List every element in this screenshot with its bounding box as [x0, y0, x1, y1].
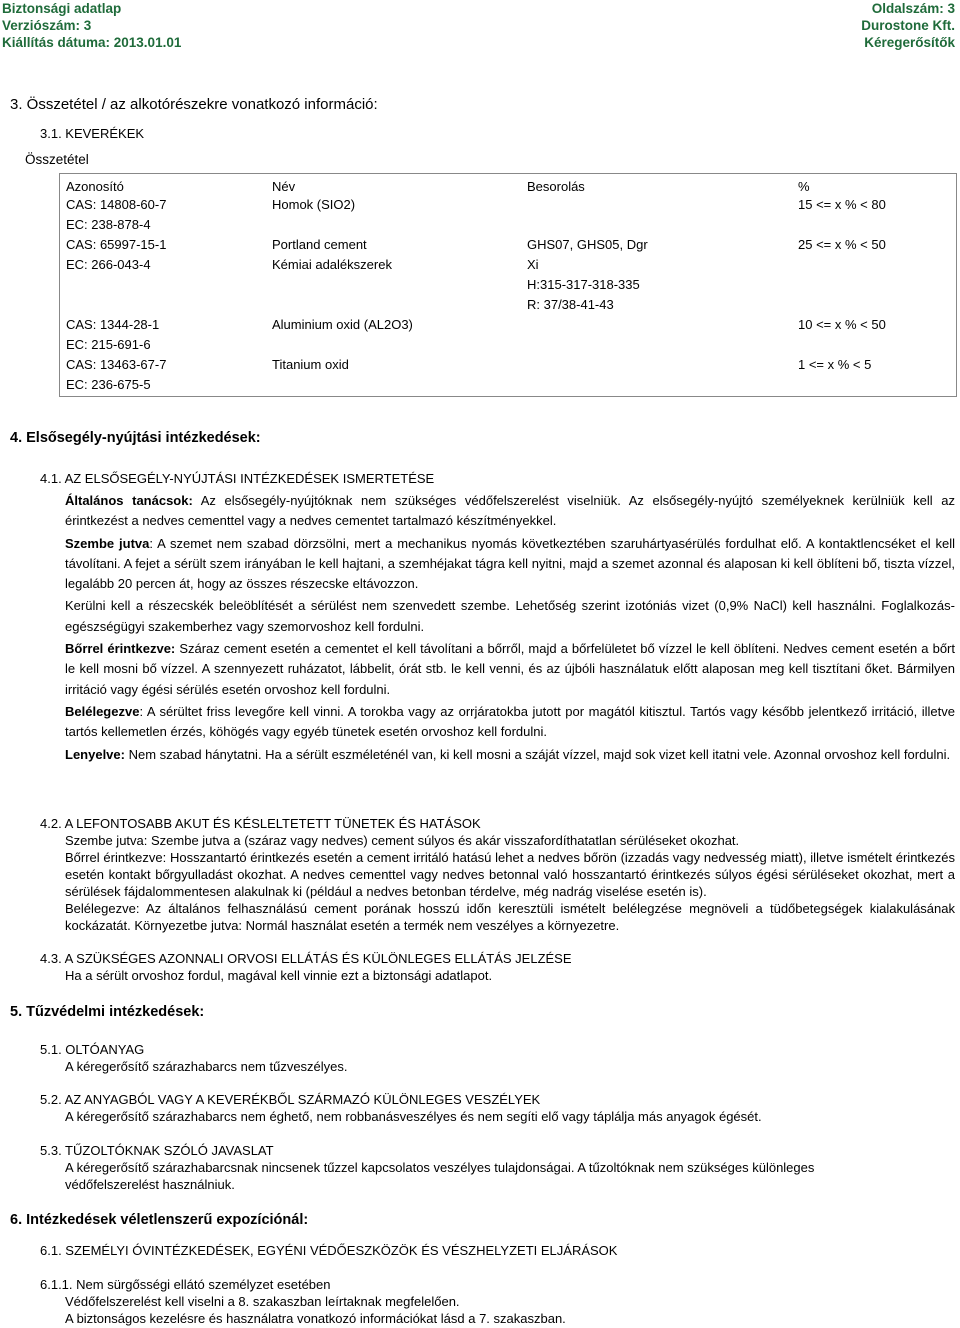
page-header-left: [2, 0, 181, 51]
table-row-4-name: Titanium oxid: [272, 357, 349, 372]
paragraph-text: Száraz cement esetén a cementet el kell távolítani a bőrről, majd a bőrfelületet bő vízzel le kell öblíteni. Nedves cement esetén a bőrt le kell mosni bő vízzel. A szennyezett ruházatot, lábbelit, órát stb. le kell venni, és az újbóli használatuk előtt alaposan meg kell tisztítani őket. Bármilyen irritáció vagy égési sérülés esetén orvoshoz kell fordulni.: [65, 641, 955, 697]
symptoms-eye: Szembe jutva: Szembe jutva a (száraz vagy nedves) cement súlyos és akár visszafordíthatatlan sérüléseket okozhat.: [65, 833, 740, 848]
table-row-4-pct: 1 <= x % < 5: [798, 357, 872, 372]
paragraph-label: Szembe jutva: [65, 535, 150, 551]
cas-number: CAS: 1344-28-1: [66, 317, 160, 332]
section-5-title: 5. Tűzvédelmi intézkedések:: [10, 1004, 205, 1020]
table-row-3-name: Aluminium oxid (AL2O3): [272, 317, 413, 332]
subsection-3-1-label: 3.1. KEVERÉKEK: [40, 126, 145, 141]
extinguishing-media-text: A kéregerősítő szárazhabarcs nem tűzveszélyes.: [65, 1059, 348, 1074]
component-name: Kémiai adalékszerek: [272, 257, 392, 272]
cas-number: CAS: 14808-60-7: [66, 197, 167, 212]
general-advice-paragraph: [65, 491, 955, 532]
company-name: Durostone Kft.: [861, 18, 955, 33]
ec-number: EC: 236-675-5: [66, 377, 151, 392]
safe-handling-text: A biztonságos kezelésre és használatra vonatkozó információkat lásd a 7. szakaszban.: [65, 1311, 566, 1326]
paragraph-text: Nem szabad hánytatni. Ha a sérült eszméleténél van, ki kell mosni a száját vízzel, majd sok vizet kell itatni vele. Azonnal orvoshoz kell fordulni.: [124, 746, 951, 762]
document-type: Biztonsági adatlap: [2, 1, 122, 16]
product-name: Kéregerősítők: [864, 35, 955, 50]
section-6-1-1-title: 6.1.1. Nem sürgősségi ellátó személyzet esetében: [40, 1277, 331, 1292]
section-4-1-title: 4.1. AZ ELSŐSEGÉLY-NYÚJTÁSI INTÉZKEDÉSEK ISMERTETÉSE: [40, 471, 435, 486]
eye-contact-paragraph: [65, 534, 955, 595]
protective-equipment-text: Védőfelszerelést kell viselni a 8. szakaszban leírtaknak megfelelően.: [65, 1294, 460, 1309]
composition-table: [59, 173, 957, 397]
eye-contact-continued-paragraph: Kerülni kell a részecskék beleöblítését a sérülést nem szenvedett szembe. Lehetőség szerint izotóniás vizet (0,9% NaCl) kell használni. Foglalkozás-egészségügyi szakemberhez vagy szemorvoshoz kell fordulni.: [65, 598, 955, 634]
table-row-4-id: [66, 355, 166, 395]
skin-contact-paragraph: [65, 639, 955, 700]
paragraph-label: Általános tanácsok:: [65, 493, 193, 508]
section-5-2-title: 5.2. AZ ANYAGBÓL VAGY A KEVERÉKBŐL SZÁRMAZÓ KÜLÖNLEGES VESZÉLYEK: [40, 1092, 541, 1107]
classification-line: Xi: [527, 257, 539, 272]
cas-number: CAS: 65997-15-1: [66, 237, 167, 252]
symptoms-block: [65, 832, 955, 934]
ec-number: EC: 266-043-4: [66, 257, 151, 272]
page-number: Oldalszám: 3: [871, 1, 955, 16]
section-6-1-title: 6.1. SZEMÉLYI ÓVINTÉZKEDÉSEK, EGYÉNI VÉDŐESZKÖZÖK ÉS VÉSZHELYZETI ELJÁRÁSOK: [40, 1243, 618, 1258]
symptoms-inhalation: Belélegezve: Az általános felhasználású cement porának hosszú időn keresztüli ismételt belélegzése megnöveli a tüdőbetegségek kialakulásának kockázatát. Környezetbe jutva: Normál használat esetén a termék nem veszélyes a környezetre.: [65, 901, 955, 933]
table-row-3-id: [66, 315, 159, 355]
ingestion-paragraph: [65, 745, 955, 765]
paragraph-label: Belélegezve: [65, 703, 140, 719]
version-number: Verziószám: 3: [2, 18, 92, 33]
classification-line: GHS07, GHS05, Dgr: [527, 237, 648, 252]
table-row-1-pct: 15 <= x % < 80: [798, 197, 886, 212]
firefighter-advice-text: A kéregerősítő szárazhabarcsnak nincsenek tűzzel kapcsolatos veszélyes tulajdonságai. A tűzoltóknak nem szükséges különleges védőfelszerelést használniuk.: [65, 1160, 815, 1192]
component-name: Portland cement: [272, 237, 367, 252]
section-5-3-title: 5.3. TŰZOLTÓKNAK SZÓLÓ JAVASLAT: [40, 1143, 274, 1158]
table-row-1-id: [66, 195, 166, 235]
special-hazards-text: A kéregerősítő szárazhabarcs nem éghető, nem robbanásveszélyes és nem segíti elő vagy táplálja más anyagok égését.: [65, 1109, 762, 1124]
symptoms-skin: Bőrrel érintkezve: Hosszantartó érintkezés esetén a cement irritáló hatású lehet a nedves bőrön (izzadás vagy nedvesség miatt), illetve ismételt érintkezés esetén kontakt bőrgyulladást okozhat. A nedves cementtel vagy nedves betonnal való hosszantartó érintkezés súlyos égési sérüléseket okozhat, mert a sérülések fájdalommentesen alakulnak ki (például a nedves betonban térdelve, még nadrág viselése esetén is).: [65, 850, 955, 899]
classification-line: H:315-317-318-335: [527, 277, 640, 292]
table-row-1-name: Homok (SIO2): [272, 197, 356, 212]
inhalation-paragraph: [65, 702, 955, 743]
section-4-3-title: 4.3. A SZÜKSÉGES AZONNALI ORVOSI ELLÁTÁS ÉS KÜLÖNLEGES ELLÁTÁS JELZÉSE: [40, 951, 572, 966]
section-6-title: 6. Intézkedések véletlenszerű expozíciónál:: [10, 1212, 309, 1228]
section-3-1-title: [40, 126, 144, 141]
paragraph-label: Bőrrel érintkezve:: [65, 641, 176, 657]
section-4-2-title: 4.2. A LEFONTOSABB AKUT ÉS KÉSLELTETETT TÜNETEK ÉS HATÁSOK: [40, 816, 481, 831]
paragraph-text: : A sérültet friss levegőre kell vinni. A torokba vagy az orrjáratokba jutott por magától kitisztul. Tartós vagy később jelentkező irritáció, illetve tartós kellemetlen érzés, köhögés vagy egyéb tünetek esetén orvoshoz kell fordulni.: [65, 703, 955, 740]
section-5-1-title: 5.1. OLTÓANYAG: [40, 1042, 145, 1057]
table-header-pct: %: [798, 179, 810, 194]
first-aid-description: [65, 491, 955, 765]
table-header-class: Besorolás: [527, 179, 585, 194]
section-4-title: 4. Elsősegély-nyújtási intézkedések:: [10, 430, 261, 446]
paragraph-text: Az elsősegély-nyújtóknak nem szükséges védőfelszerelést viselniük. Az elsősegély-nyújtó személyeknek kerülniük kell az érintkezést a nedves cementtel vagy a nedves cementet tartalmazó készítményekkel.: [65, 493, 955, 529]
table-row-2-class: [527, 235, 648, 315]
classification-line: R: 37/38-41-43: [527, 297, 614, 312]
medical-attention-text: Ha a sérült orvoshoz fordul, magával kell vinnie ezt a biztonsági adatlapot.: [65, 968, 493, 983]
composition-label: Összetétel: [25, 152, 89, 167]
ec-number: EC: 215-691-6: [66, 337, 151, 352]
paragraph-label: Lenyelve:: [65, 746, 125, 762]
page-header-right: [861, 0, 955, 51]
table-header-name: Név: [272, 179, 296, 194]
cas-number: CAS: 13463-67-7: [66, 357, 167, 372]
table-row-2-pct: 25 <= x % < 50: [798, 237, 886, 252]
table-row-2-id: [66, 235, 166, 275]
table-header-id: Azonosító: [66, 179, 124, 194]
paragraph-text: : A szemet nem szabad dörzsölni, mert a mechanikus nyomás következtében szaruhártyasérülés fordulhat elő. A kontaktlencséket el kell távolítani. A fejet a sérült szem irányában le kell hajtani, a szemhéjakat tágra kell nyitni, majd a szemet azonnal és alaposan ki kell öblíteni bő, tiszta vízzel, legalább 20 percen át, hogy az összes részecske eltávozzon.: [65, 535, 955, 592]
table-row-3-pct: 10 <= x % < 50: [798, 317, 886, 332]
table-row-2-name: [272, 235, 392, 275]
issue-date: Kiállítás dátuma: 2013.01.01: [2, 35, 182, 50]
section-3-title: 3. Összetétel / az alkotórészekre vonatkozó információ:: [10, 96, 378, 113]
ec-number: EC: 238-878-4: [66, 217, 151, 232]
